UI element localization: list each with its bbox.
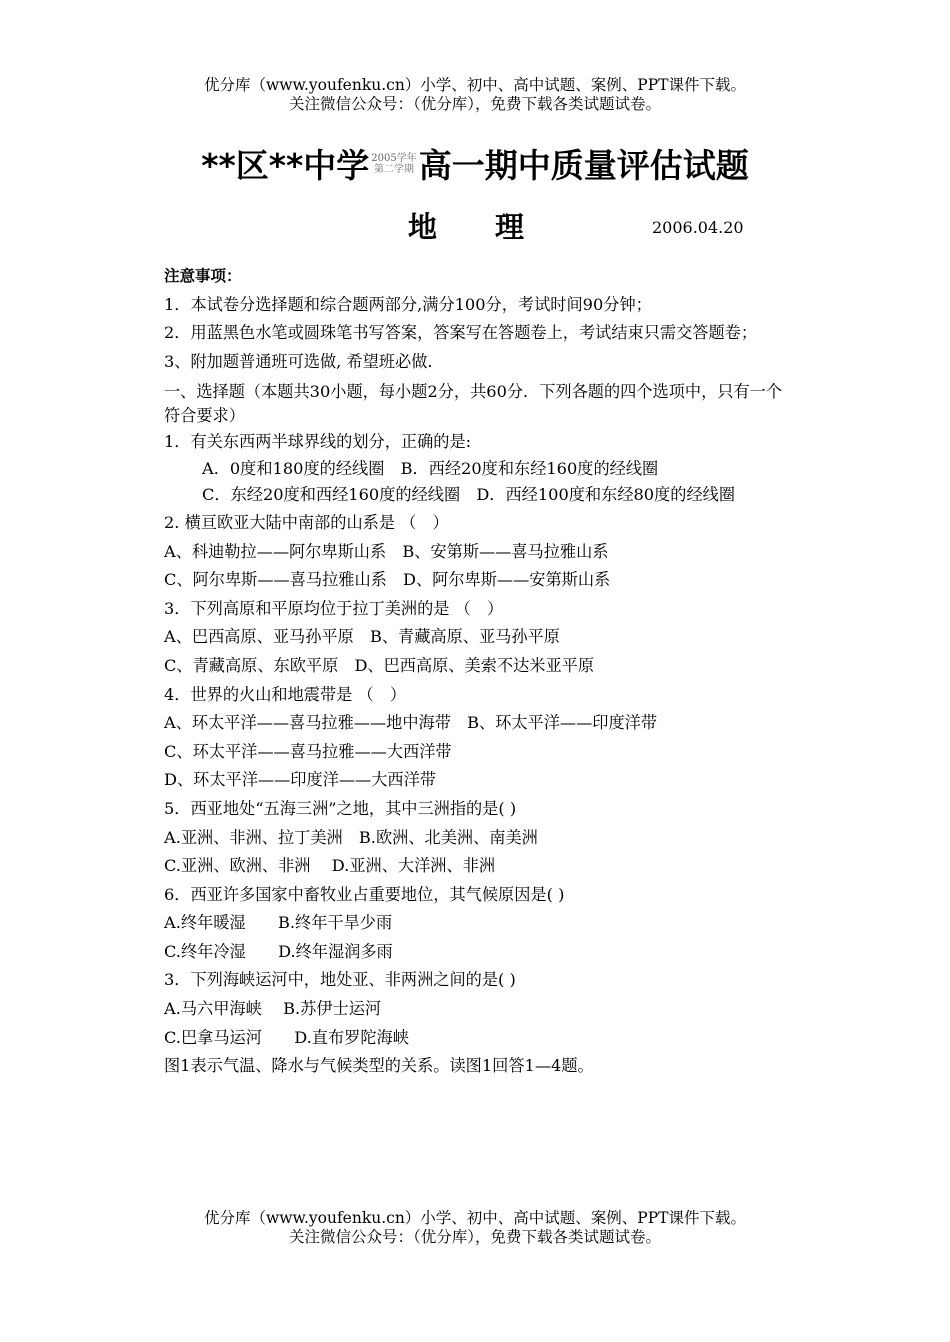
exam-date: 2006.04.20 <box>652 218 744 237</box>
notice-item: 3、附加题普通班可选做, 希望班必做. <box>164 351 433 371</box>
question-options: A、巴西高原、亚马孙平原 B、青藏高原、亚马孙平原 <box>164 627 560 647</box>
question-stem: 3．下列高原和平原均位于拉丁美洲的是 （ ） <box>164 598 504 618</box>
question-stem: 1．有关东西两半球界线的划分，正确的是: <box>164 432 472 452</box>
figure-note: 图1表示气温、降水与气候类型的关系。读图1回答1—4题。 <box>164 1056 594 1076</box>
page-footer <box>0 1209 950 1247</box>
question-stem: 3．下列海峡运河中，地处亚、非两洲之间的是( ) <box>164 970 516 990</box>
footer-line-1: 优分库（www.youfenku.cn）小学、初中、高中试题、案例、PPT课件下载。 <box>203 1209 747 1227</box>
question-options: C.巴拿马运河 D.直布罗陀海峡 <box>164 1027 409 1047</box>
question-options: C、阿尔卑斯——喜马拉雅山系 D、阿尔卑斯——安第斯山系 <box>164 570 611 590</box>
title-school: **区**中学 <box>201 146 370 185</box>
page-header <box>0 76 950 114</box>
question-options: C．东经20度和西经160度的经线圈 D．西经100度和东经80度的经线圈 <box>202 484 736 504</box>
notice-item: 2．用蓝黑色水笔或圆珠笔书写答案，答案写在答题卷上，考试结束只需交答题卷； <box>164 323 758 343</box>
question-options: A.亚洲、非洲、拉丁美洲 B.欧洲、北美洲、南美洲 <box>164 827 538 847</box>
question-options: C、青藏高原、东欧平原 D、巴西高原、美索不达米亚平原 <box>164 655 595 675</box>
question-options: A、科迪勒拉——阿尔卑斯山系 B、安第斯——喜马拉雅山系 <box>164 541 609 561</box>
question-options: A.马六甲海峡 B.苏伊士运河 <box>164 999 382 1019</box>
question-options: C.终年冷湿 D.终年湿润多雨 <box>164 941 393 961</box>
notice-item: 1．本试卷分选择题和综合题两部分,满分100分，考试时间90分钟； <box>164 294 652 314</box>
question-options: A、环太平洋——喜马拉雅——地中海带 B、环太平洋——印度洋带 <box>164 713 658 733</box>
footer-line-2: 关注微信公众号：（优分库），免费下载各类试题试卷。 <box>288 1228 661 1246</box>
subject-heading <box>408 205 582 246</box>
question-stem: 4．世界的火山和地震带是 （ ） <box>164 684 407 704</box>
notice-heading: 注意事项： <box>164 267 242 285</box>
question-stem: 2. 横亘欧亚大陆中南部的山系是 （ ） <box>164 512 449 532</box>
section-heading: 一、选择题（本题共30小题，每小题2分，共60分．下列各题的四个选项中，只有一个符合要求） <box>164 382 783 426</box>
question-options: D、环太平洋——印度洋——大西洋带 <box>164 770 436 790</box>
title-term <box>371 153 416 175</box>
subject-char-2: 理 <box>495 210 525 244</box>
question-stem: 6．西亚许多国家中畜牧业占重要地位，其气候原因是( ) <box>164 884 565 904</box>
question-options: A.终年暖湿 B.终年干旱少雨 <box>164 913 393 933</box>
title-term-year: 2005学年 <box>371 152 417 164</box>
header-line-1: 优分库（www.youfenku.cn）小学、初中、高中试题、案例、PPT课件下载。 <box>203 76 747 94</box>
question-options: C.亚洲、欧洲、非洲 D.亚洲、大洋洲、非洲 <box>164 856 496 876</box>
exam-body <box>164 262 792 1081</box>
header-line-2: 关注微信公众号：（优分库），免费下载各类试题试卷。 <box>288 95 661 113</box>
question-options: A．0度和180度的经线圈 B．西经20度和东经160度的经线圈 <box>202 458 659 478</box>
title-term-semester: 第二学期 <box>374 163 414 175</box>
exam-title <box>0 140 950 187</box>
question-stem: 5．西亚地处“五海三洲”之地，其中三洲指的是( ) <box>164 798 517 818</box>
question-options: C、环太平洋——喜马拉雅——大西洋带 <box>164 741 452 761</box>
title-exam-name: 高一期中质量评估试题 <box>418 146 749 185</box>
subject-char-1: 地 <box>408 210 438 244</box>
